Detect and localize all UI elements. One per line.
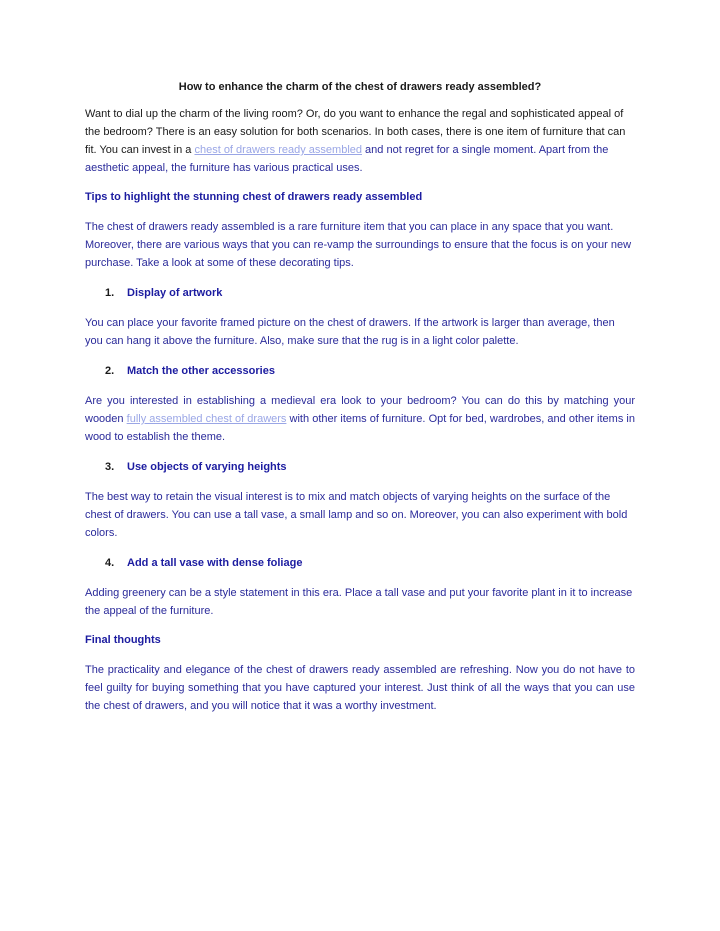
tip-2-heading	[85, 362, 635, 380]
tip-3-label: Use objects of varying heights	[127, 461, 287, 473]
fully-assembled-chest-link[interactable]: fully assembled chest of drawers	[126, 413, 287, 425]
tip-4-paragraph: Adding greenery can be a style statement in this era. Place a tall vase and put your favorite plant in it to increase the appeal of the furniture.	[85, 587, 633, 617]
intro-text-after-link: and not regret for a single moment. Apart from the aesthetic appeal, the furniture has various practical uses.	[85, 144, 609, 174]
tip-3-paragraph: The best way to retain the visual interest is to mix and match objects of varying heights on the surface of the chest of drawers. You can use a tall vase, a small lamp and so on. Moreover, you can also experiment with bold colors.	[85, 491, 628, 539]
final-thoughts-paragraph: The practicality and elegance of the chest of drawers ready assembled are refreshing. Now you do not have to feel guilty for buying something that you have captured your interest. Just think of all the ways that you can use the chest of drawers, and you will notice that it was a worthy investment.	[85, 664, 635, 712]
tips-heading: Tips to highlight the stunning chest of drawers ready assembled	[85, 191, 423, 203]
intro-text-before-link: Want to dial up the charm of the living room? Or, do you want to enhance the regal and sophisticated appeal of the bedroom? There is an easy solution for both scenarios. In both cases, there is one item of furniture that can fit. You can invest in a	[85, 108, 626, 156]
tip-4-label: Add a tall vase with dense foliage	[127, 557, 303, 569]
tip-4-number: 4.	[105, 557, 115, 569]
tip-1-heading	[85, 284, 635, 302]
intro-paragraph	[85, 105, 635, 177]
tip-2-text-after-link: with other items of furniture. Opt for bed, wardrobes, and other items in wood to establish the theme.	[85, 413, 635, 443]
tip-1-number: 1.	[105, 287, 115, 299]
chest-of-drawers-link[interactable]: chest of drawers ready assembled	[194, 144, 362, 156]
tip-1-paragraph: You can place your favorite framed picture on the chest of drawers. If the artwork is larger than average, then you can hang it above the furniture. Also, make sure that the rug is in a light color palette.	[85, 317, 615, 347]
final-thoughts-heading: Final thoughts	[85, 634, 161, 646]
tips-intro-paragraph: The chest of drawers ready assembled is a rare furniture item that you can place in any space that you want. Moreover, there are various ways that you can re-vamp the surroundings to ensure that the focus is on your new purchase. Take a look at some of these decorating tips.	[85, 221, 632, 269]
document-page	[85, 78, 635, 726]
tip-3-number: 3.	[105, 461, 115, 473]
tip-1-label: Display of artwork	[127, 287, 223, 299]
tip-2-paragraph	[85, 392, 635, 446]
tip-2-number: 2.	[105, 365, 115, 377]
tip-4-heading	[85, 554, 635, 572]
document-title: How to enhance the charm of the chest of drawers ready assembled?	[178, 81, 542, 93]
tip-3-heading	[85, 458, 635, 476]
tip-2-text-before-link: Are you interested in establishing a medieval era look to your bedroom? You can do this by matching your wooden	[85, 395, 635, 425]
tip-2-label: Match the other accessories	[127, 365, 275, 377]
